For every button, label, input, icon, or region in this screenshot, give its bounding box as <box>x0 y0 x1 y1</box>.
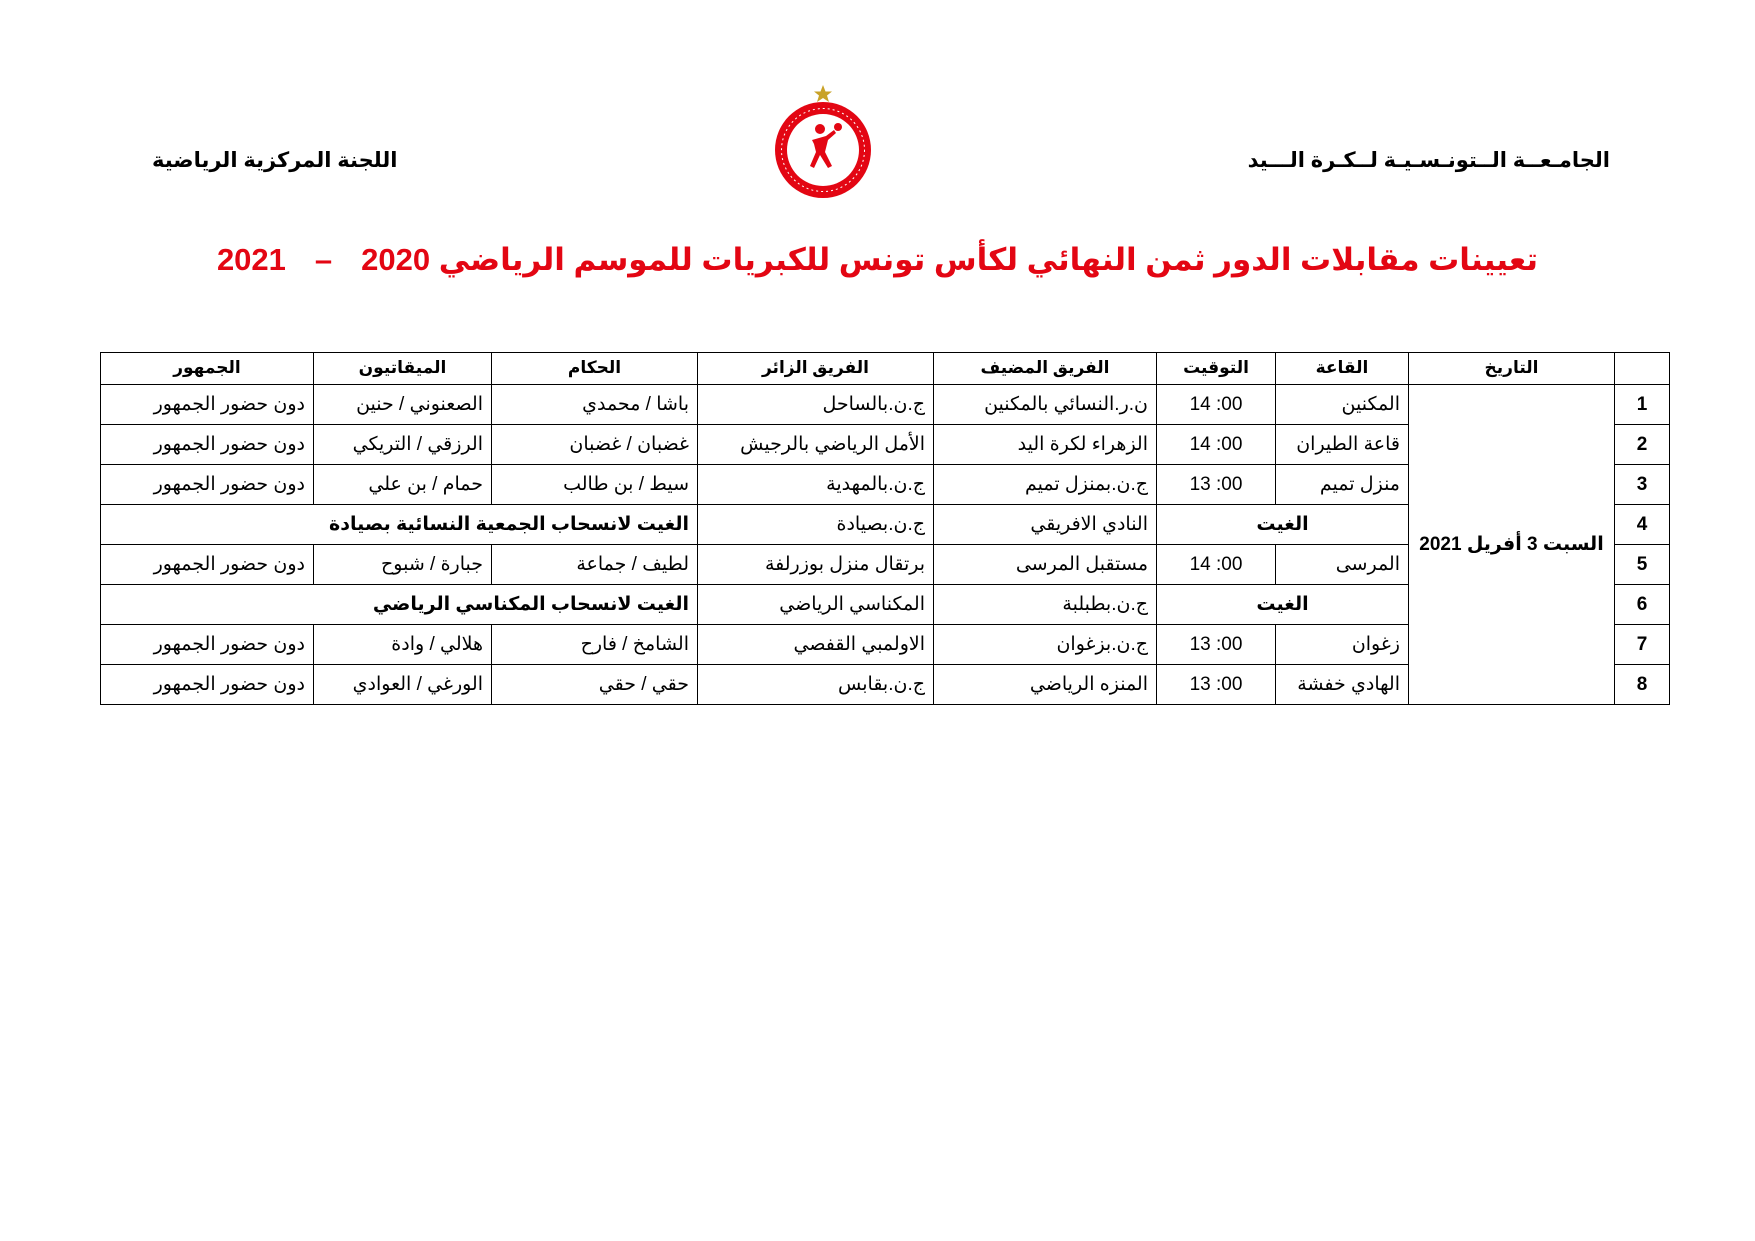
match-time: 14 :00 <box>1157 545 1276 585</box>
timekeepers: حمام / بن علي <box>314 465 492 505</box>
referees: لطيف / جماعة <box>492 545 698 585</box>
away-team: الأمل الرياضي بالرجيش <box>698 425 934 465</box>
match-number: 8 <box>1615 665 1670 705</box>
audience: دون حضور الجمهور <box>101 665 314 705</box>
audience: دون حضور الجمهور <box>101 385 314 425</box>
timekeepers: الورغي / العوادي <box>314 665 492 705</box>
col-timekeepers-header: الميقاتيون <box>314 353 492 385</box>
match-schedule-table <box>100 352 1670 705</box>
away-team: ج.ن.بصيادة <box>698 505 934 545</box>
table-row <box>101 385 1670 425</box>
home-team: المنزه الرياضي <box>934 665 1157 705</box>
match-hall: الهادي خفشة <box>1276 665 1409 705</box>
committee-name: اللجنة المركزية الرياضية <box>152 149 398 172</box>
match-time: 13 :00 <box>1157 625 1276 665</box>
referees: باشا / محمدي <box>492 385 698 425</box>
col-home-header: الفريق المضيف <box>934 353 1157 385</box>
cancellation-note: الغيت لانسحاب الجمعية النسائية بصيادة <box>101 505 698 545</box>
home-team: النادي الافريقي <box>934 505 1157 545</box>
timekeepers: جبارة / شبوح <box>314 545 492 585</box>
federation-logo <box>768 82 878 202</box>
match-number: 6 <box>1615 585 1670 625</box>
col-time-header: التوقيت <box>1157 353 1276 385</box>
audience: دون حضور الجمهور <box>101 465 314 505</box>
home-team: ج.ن.بمنزل تميم <box>934 465 1157 505</box>
col-away-header: الفريق الزائر <box>698 353 934 385</box>
col-hall-header: القاعة <box>1276 353 1409 385</box>
title-year-start: 2020 <box>361 242 431 277</box>
timekeepers: الرزقي / التريكي <box>314 425 492 465</box>
audience: دون حضور الجمهور <box>101 545 314 585</box>
timekeepers: هلالي / وادة <box>314 625 492 665</box>
match-number: 4 <box>1615 505 1670 545</box>
col-referees-header: الحكام <box>492 353 698 385</box>
match-hall: منزل تميم <box>1276 465 1409 505</box>
match-time: 13 :00 <box>1157 665 1276 705</box>
match-date: السبت 3 أفريل 2021 <box>1409 385 1615 705</box>
timekeepers: الصعنوني / حنين <box>314 385 492 425</box>
col-date-header: التاريخ <box>1409 353 1615 385</box>
match-number: 1 <box>1615 385 1670 425</box>
home-team: مستقبل المرسى <box>934 545 1157 585</box>
match-hall: زغوان <box>1276 625 1409 665</box>
title-text: تعيينات مقابلات الدور ثمن النهائي لكأس تونس للكبريات للموسم الرياضي <box>438 242 1539 277</box>
away-team: ج.ن.بالساحل <box>698 385 934 425</box>
away-team: المكناسي الرياضي <box>698 585 934 625</box>
audience: دون حضور الجمهور <box>101 625 314 665</box>
audience: دون حضور الجمهور <box>101 425 314 465</box>
away-team: الاولمبي القفصي <box>698 625 934 665</box>
referees: سيط / بن طالب <box>492 465 698 505</box>
match-time: 13 :00 <box>1157 465 1276 505</box>
home-team: ج.ن.بزغوان <box>934 625 1157 665</box>
title-year-end: 2021 <box>216 242 286 277</box>
match-time: 14 :00 <box>1157 425 1276 465</box>
cancelled-label: الغيت <box>1157 585 1409 625</box>
away-team: ج.ن.بالمهدية <box>698 465 934 505</box>
col-num-header <box>1615 353 1670 385</box>
cancellation-note: الغيت لانسحاب المكناسي الرياضي <box>101 585 698 625</box>
match-hall: المرسى <box>1276 545 1409 585</box>
away-team: برتقال منزل بوزرلفة <box>698 545 934 585</box>
title-dash: – <box>314 242 333 277</box>
home-team: ج.ن.بطبلبة <box>934 585 1157 625</box>
federation-name: الجامـعــة الــتونـسـيـة لــكـرة الـــيد <box>1247 149 1610 172</box>
away-team: ج.ن.بقابس <box>698 665 934 705</box>
match-number: 2 <box>1615 425 1670 465</box>
col-audience-header: الجمهور <box>101 353 314 385</box>
match-number: 3 <box>1615 465 1670 505</box>
home-team: ن.ر.النسائي بالمكنين <box>934 385 1157 425</box>
home-team: الزهراء لكرة اليد <box>934 425 1157 465</box>
referees: الشامخ / فارح <box>492 625 698 665</box>
page-title <box>0 242 1755 278</box>
match-hall: قاعة الطيران <box>1276 425 1409 465</box>
table-header-row <box>101 353 1670 385</box>
match-time: 14 :00 <box>1157 385 1276 425</box>
referees: حقي / حقي <box>492 665 698 705</box>
match-number: 5 <box>1615 545 1670 585</box>
match-number: 7 <box>1615 625 1670 665</box>
referees: غضبان / غضبان <box>492 425 698 465</box>
cancelled-label: الغيت <box>1157 505 1409 545</box>
match-hall: المكنين <box>1276 385 1409 425</box>
